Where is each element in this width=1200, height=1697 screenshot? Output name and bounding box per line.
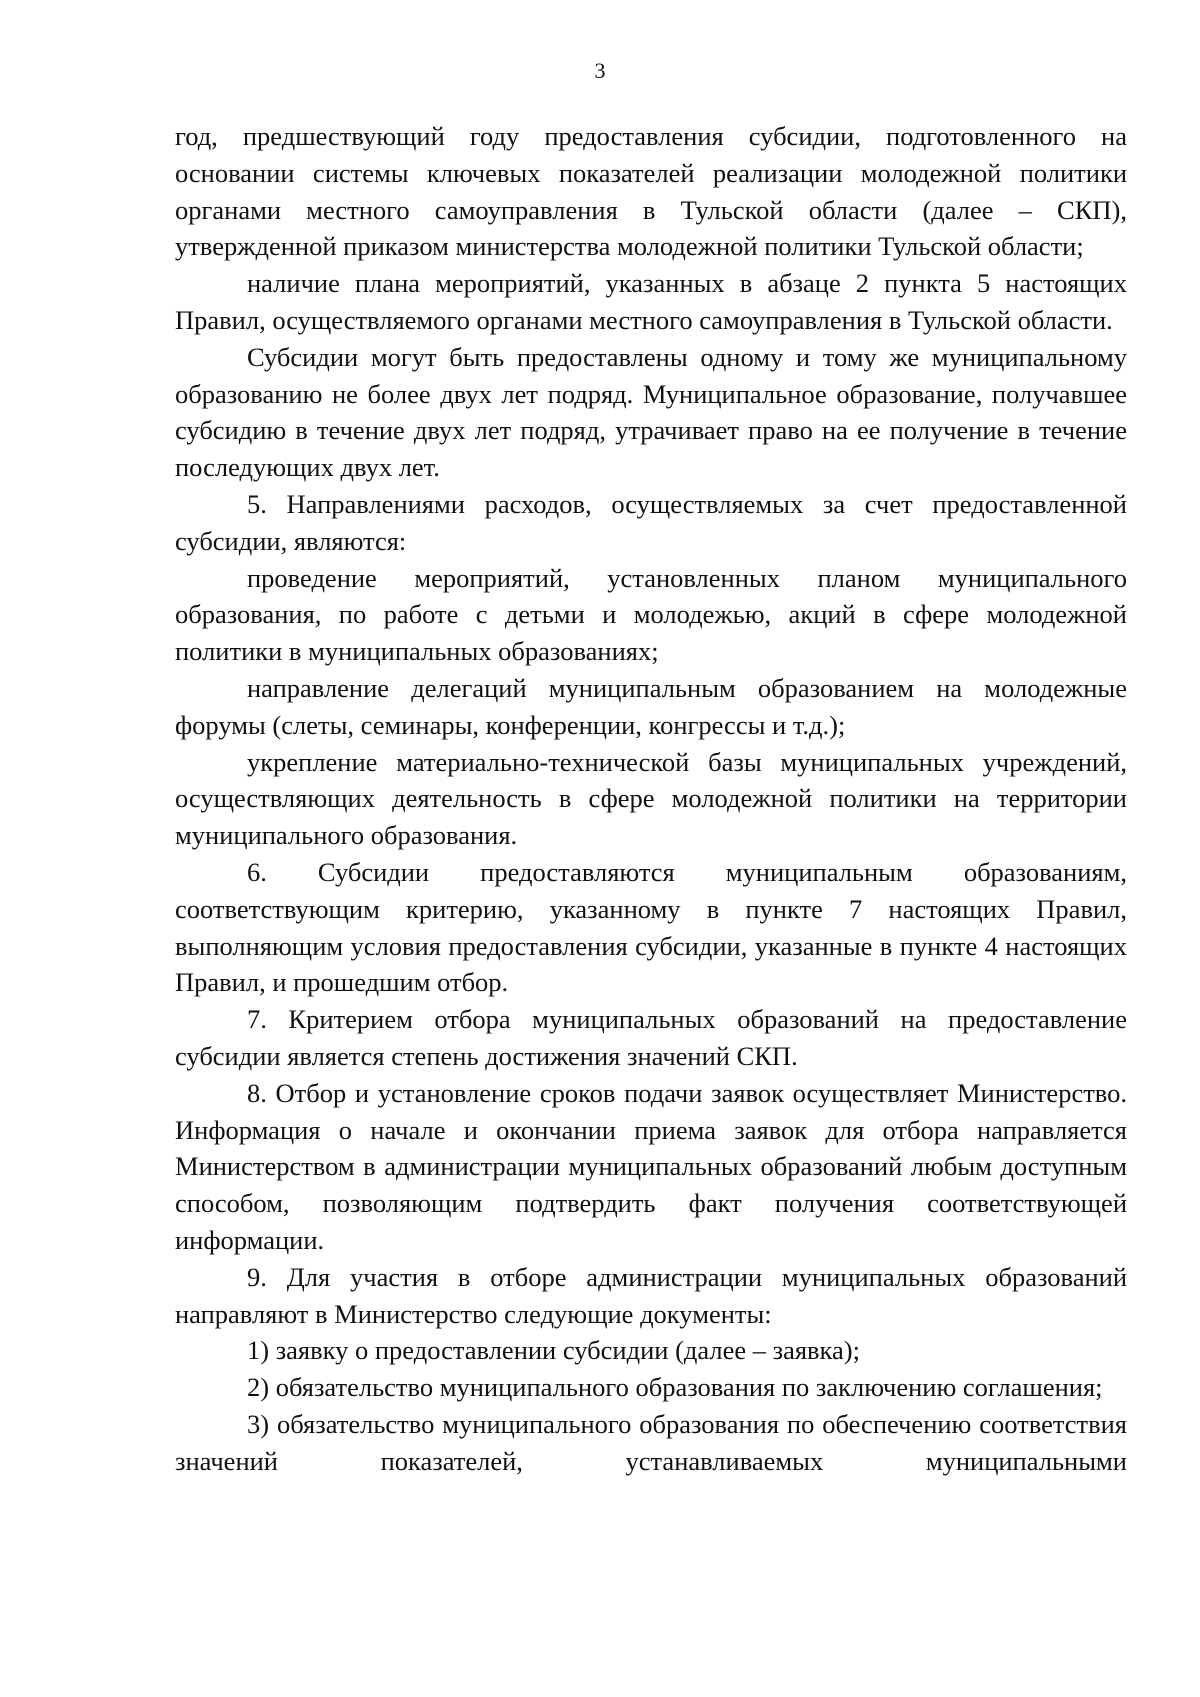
paragraph: проведение мероприятий, установленных планом муниципального образования, по работе с детьми и молодежью, акций в сфере молодежной политики в муниципальных образованиях; [175,562,1127,667]
page-number: 3 [594,58,606,83]
paragraph: 7. Критерием отбора муниципальных образований на предоставление субсидии является степень достижения значений СКП. [175,1004,1127,1071]
paragraph: год, предшествующий году предоставления субсидии, подготовленного на основании системы ключевых показателей реализации молодежной политики органами местного самоуправления в Тульской области (далее – СКП), утвержденной приказом министерства молодежной политики Тульской области; [175,121,1127,262]
paragraph: наличие плана мероприятий, указанных в абзаце 2 пункта 5 настоящих Правил, осуществляемого органами местного самоуправления в Тульской области. [175,268,1127,335]
paragraph: 6. Субсидии предоставляются муниципальным образованиям, соответствующим критерию, указанному в пункте 7 настоящих Правил, выполняющим условия предоставления субсидии, указанные в пункте 4 настоящих Правил, и прошедшим отбор. [175,856,1127,998]
paragraph: 1) заявку о предоставлении субсидии (далее – заявка); [247,1335,860,1366]
paragraph: 2) обязательство муниципального образования по заключению соглашения; [247,1372,1103,1403]
paragraph: 3) обязательство муниципального образования по обеспечению соответствия значений показателей, устанавливаемых муниципальными [175,1408,1127,1476]
paragraph: 9. Для участия в отборе администрации муниципальных образований направляют в Министерство следующие документы: [175,1261,1127,1329]
document-body [175,118,1127,1479]
paragraph: 8. Отбор и установление сроков подачи заявок осуществляет Министерство. Информация о начале и окончании приема заявок для отбора направляется Министерством в администрации муниципальных образований любым доступным способом, позволяющим подтвердить факт получения соответствующей информации. [175,1077,1127,1255]
paragraph: укрепление материально-технической базы муниципальных учреждений, осуществляющих деятельность в сфере молодежной политики на территории муниципального образования. [175,746,1127,851]
paragraph: Субсидии могут быть предоставлены одному и тому же муниципальному образованию не более двух лет подряд. Муниципальное образование, получавшее субсидию в течение двух лет подряд, утрачивает право на ее получение в течение последующих двух лет. [175,341,1127,483]
paragraph: направление делегаций муниципальным образованием на молодежные форумы (слеты, семинары, конференции, конгрессы и т.д.); [175,672,1127,740]
paragraph: 5. Направлениями расходов, осуществляемых за счет предоставленной субсидии, являются: [175,488,1127,556]
